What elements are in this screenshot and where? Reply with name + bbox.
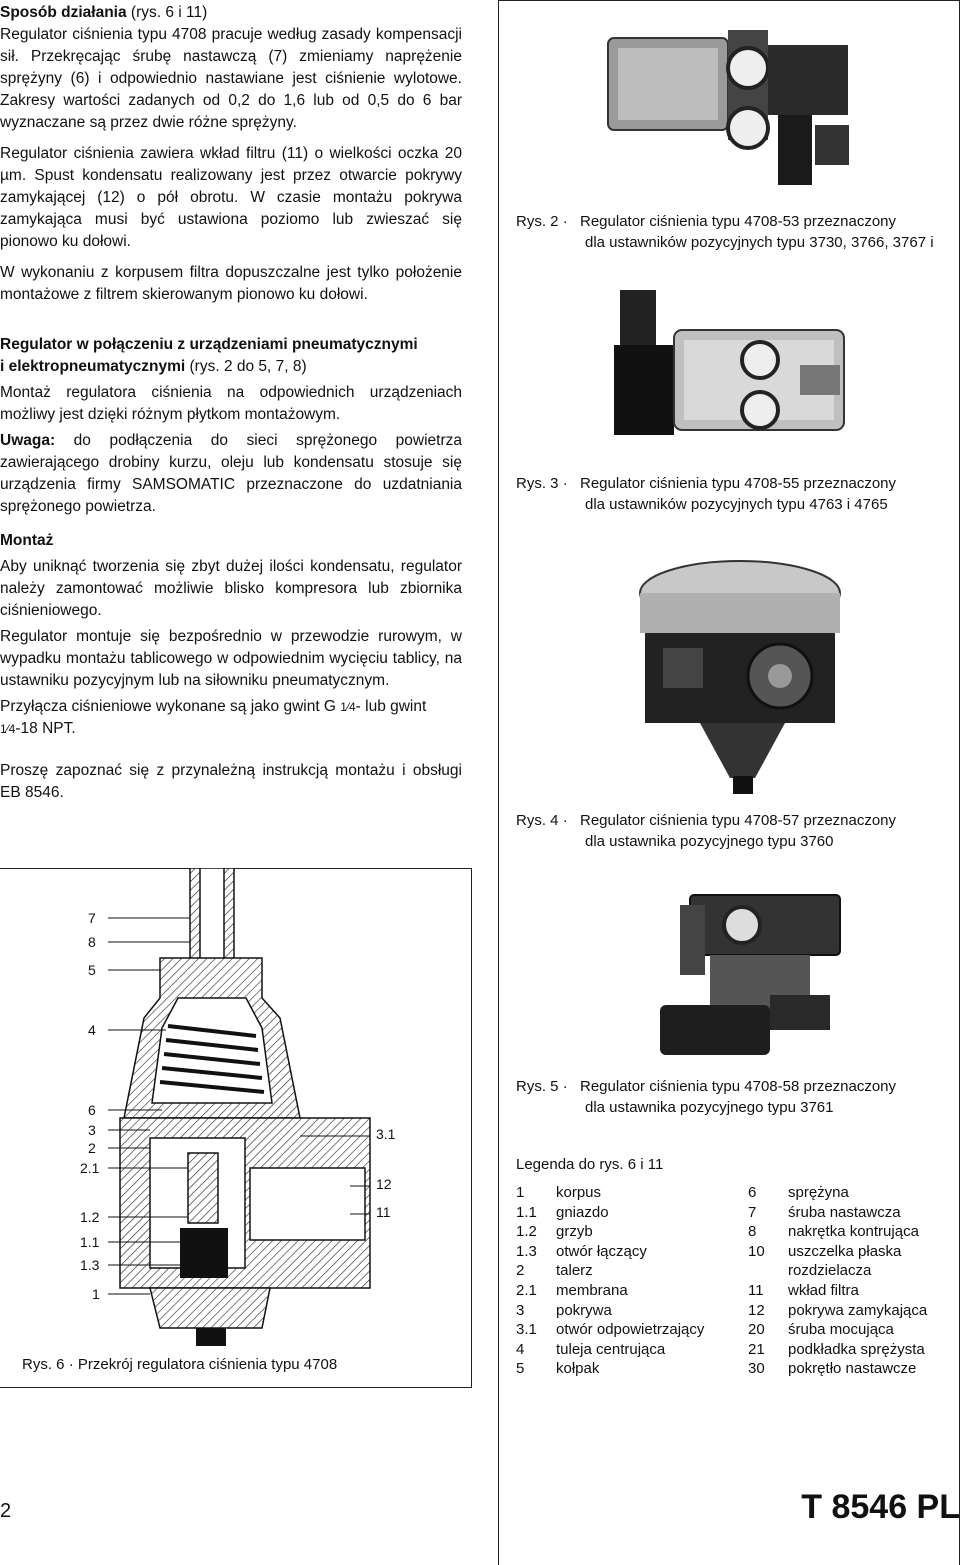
mounting-section [0,530,462,804]
legend-row [516,1340,946,1360]
legend-number: 7 [748,1203,757,1221]
legend-number: 5 [516,1360,525,1378]
fig4-photo [625,548,855,798]
fig6-section-drawing [0,868,472,1388]
section-label-4: 4 [88,1022,96,1038]
legend-number [748,1261,788,1281]
section-label-5: 5 [88,962,96,978]
legend-number: 2 [516,1262,525,1280]
legend-row [516,1359,946,1379]
fig3-photo [600,285,870,465]
legend-number: 20 [748,1321,765,1339]
caption-separator: · [562,213,568,230]
legend-row [516,1242,946,1262]
fig3-line1: Regulator ciśnienia typu 4708-55 przeznaczony [580,475,897,492]
legend-row [516,1261,946,1281]
fig5-line2: dla ustawnika pozycyjnego typu 3761 [585,1099,834,1116]
legend-term: sprężyna [788,1184,849,1201]
legend-term: śruba nastawcza [788,1203,901,1221]
legend-number: 30 [748,1360,765,1378]
legend-row [516,1222,946,1242]
fig6-label: Rys. 6 [22,1356,65,1373]
pneumatic-section [0,334,462,518]
fig5-label: Rys. 5 [516,1078,559,1095]
fig4-label: Rys. 4 [516,812,559,829]
mounting-paragraph-4: Proszę zapoznać się z przynależną instrukcją montażu i obsługi EB 8546. [0,762,462,801]
fig2-photo [600,20,860,200]
legend-number: 3.1 [516,1321,537,1339]
legend-term: membrana [556,1281,628,1299]
caption-separator: · [562,812,568,829]
legend-number: 10 [748,1242,765,1260]
thread-fraction-2: 1⁄4 [0,722,16,736]
caption-separator: · [562,475,568,492]
legend-number: 1.1 [516,1203,537,1221]
legend-term: talerz [556,1262,593,1280]
legend-number: 3 [516,1301,525,1319]
pneumatic-heading-line-2: i elektropneumatycznymi [0,358,186,375]
intro-paragraph-2: Regulator ciśnienia zawiera wkład filtru (11) o wielkości oczka 20 µm. Spust kondensatu realizowany jest przez otwarcie pokrywy zamykającej (12) o pół obrotu. W czasie montażu pokrywa zamykająca musi być ustawiona poziomo lub zwieszać się pionowo ku dołowi. [0,145,462,250]
legend-number: 4 [516,1340,525,1358]
pneumatic-heading-line-1: Regulator w połączeniu z urządzeniami pneumatycznymi [0,336,418,353]
legend-term: podkładka sprężysta [788,1340,925,1358]
legend-term: korpus [556,1184,602,1201]
legend-row [516,1203,946,1223]
legend-number: 6 [748,1184,757,1201]
legend-term: tuleja centrująca [556,1340,666,1358]
fig6-caption [22,1356,337,1373]
intro-paragraph-3: W wykonaniu z korpusem filtra dopuszczalne jest tylko położenie montażowe z filtrem skierowanym pionowo ku dołowi. [0,264,462,303]
caption-separator: · [68,1356,74,1373]
section-label-11: 11 [376,1204,391,1220]
thread-fraction-1: 1⁄4 [340,700,356,714]
intro-paragraph-1: Regulator ciśnienia typu 4708 pracuje według zasady kompensacji sił. Przekręcając śrubę nastawczą (7) zmieniamy naprężenie sprężyny (6) i odpowiednio nastawiane jest ciśnienie wylotowe. Zakresy wartości zadanych od 0,2 do 1,6 lub od 0,5 do 6 bar wyznaczane są przez dwie różne sprężyny. [0,26,462,131]
legend-number: 2.1 [516,1281,537,1299]
legend-table [516,1183,946,1379]
legend-row [516,1301,946,1321]
fig5-photo [650,885,860,1065]
legend-number: 11 [748,1281,764,1299]
section-label-12: 12 [376,1176,392,1192]
section-label-1: 1 [92,1286,100,1302]
legend-term: otwór łączący [556,1242,647,1260]
page-number: 2 [0,1500,12,1522]
mounting-thread-text-c: -18 NPT. [15,720,76,737]
intro-section [0,2,462,306]
note-text: do podłączenia do sieci sprężonego powietrza zawierającego drobiny kurzu, oleju lub kondensatu stosuje się urządzenia firmy SAMSOMATIC przeznaczone do uzdatniania sprężonego powietrza. [0,432,462,515]
legend-number: 21 [748,1340,765,1358]
legend-term: otwór odpowietrzający [556,1321,705,1339]
legend [516,1156,946,1379]
mounting-thread-text-b: - lub gwint [355,698,427,715]
pneumatic-heading-ref: (rys. 2 do 5, 7, 8) [185,358,307,375]
caption-separator: · [562,1078,568,1095]
mounting-paragraph-2: Regulator montuje się bezpośrednio w przewodzie rurowym, w wypadku montażu tablicowego w odpowiednim wycięciu tablicy, na ustawniku pozycyjnym lub na siłowniku pneumatycznym. [0,628,462,689]
fig6-text: Przekrój regulatora ciśnienia typu 4708 [77,1356,338,1373]
fig2-line1: Regulator ciśnienia typu 4708-53 przeznaczony [580,213,897,230]
legend-term: gniazdo [556,1203,609,1221]
section-label-8: 8 [88,934,96,950]
section-label-2: 2 [88,1140,96,1156]
fig3-line2: dla ustawników pozycyjnych typu 4763 i 4765 [585,496,888,513]
fig2-label: Rys. 2 [516,213,559,230]
mounting-paragraph-1: Aby uniknąć tworzenia się zbyt dużej ilości kondensatu, regulator należy zamontować możliwie blisko kompresora lub zbiornika ciśnieniowego. [0,558,462,619]
legend-term: pokrywa [556,1301,612,1319]
section-label-3-1: 3.1 [376,1126,396,1142]
legend-number: 12 [748,1301,765,1319]
intro-heading: Sposób działania [0,4,127,21]
mounting-thread-text-a: Przyłącza ciśnieniowe wykonane są jako gwint G [0,698,341,715]
legend-number: 1 [516,1184,525,1201]
legend-title: Legenda do rys. 6 i 11 [516,1156,664,1173]
legend-row [516,1183,946,1203]
section-label-1-1: 1.1 [80,1234,100,1250]
legend-row [516,1320,946,1340]
legend-term: rozdzielacza [788,1262,872,1280]
intro-heading-ref: (rys. 6 i 11) [126,4,208,21]
fig5-caption [516,1076,956,1118]
legend-term: wkład filtra [788,1281,859,1299]
fig2-caption [516,211,956,253]
pneumatic-paragraph: Montaż regulatora ciśnienia na odpowiednich urządzeniach możliwy jest dzięki różnym płytkom montażowym. [0,384,462,423]
legend-number: 1.3 [516,1242,537,1260]
section-label-3: 3 [88,1122,96,1138]
legend-number: 8 [748,1223,757,1241]
fig4-line2: dla ustawnika pozycyjnego typu 3760 [585,833,834,850]
legend-number: 1.2 [516,1223,537,1241]
legend-row [516,1281,946,1301]
section-label-1-2: 1.2 [80,1209,100,1225]
section-label-2-1: 2.1 [80,1160,100,1176]
fig4-line1: Regulator ciśnienia typu 4708-57 przeznaczony [580,812,897,829]
fig5-line1: Regulator ciśnienia typu 4708-58 przeznaczony [580,1078,897,1095]
legend-term: grzyb [556,1223,593,1241]
document-id: T 8546 PL [801,1488,960,1526]
fig3-caption [516,473,956,515]
legend-term: nakrętka kontrująca [788,1223,919,1241]
section-label-7: 7 [88,910,96,926]
legend-term: uszczelka płaska [788,1242,902,1260]
fig3-label: Rys. 3 [516,475,559,492]
fig4-caption [516,810,956,852]
legend-term: pokrętło nastawcze [788,1360,917,1378]
note-label: Uwaga: [0,432,56,449]
section-label-6: 6 [88,1102,96,1118]
fig2-line2: dla ustawników pozycyjnych typu 3730, 3766, 3767 i [585,234,934,251]
legend-term: pokrywa zamykająca [788,1301,928,1319]
section-label-1-3: 1.3 [80,1257,100,1273]
legend-term: kołpak [556,1360,600,1378]
mounting-heading: Montaż [0,532,54,549]
legend-term: śruba mocująca [788,1321,894,1339]
